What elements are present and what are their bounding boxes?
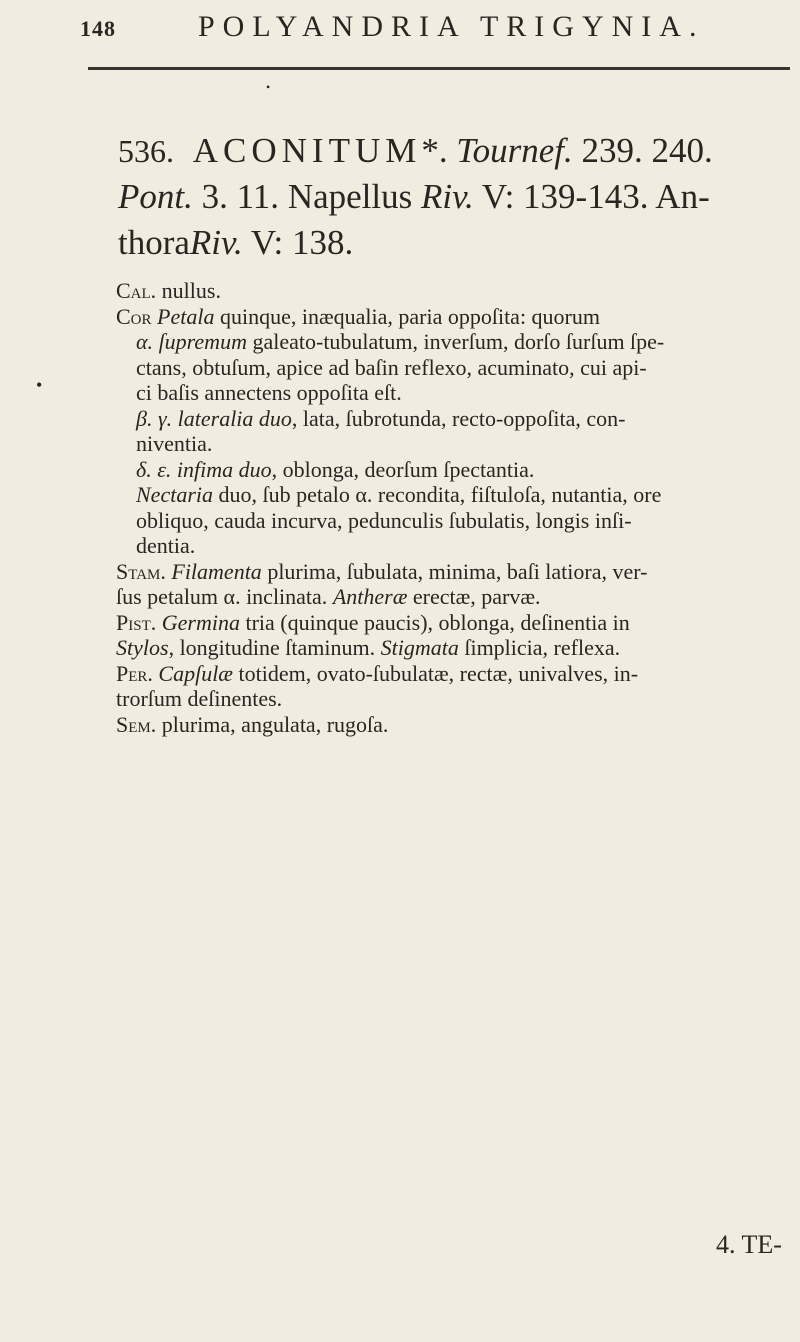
genus-mark: *. (421, 131, 448, 170)
ref-pontedera: Pont. (118, 177, 193, 216)
alpha-term: ſupremum (158, 329, 247, 354)
genus-name: ACONITUM (192, 131, 422, 170)
alpha-line3: ci baſis annectens oppoſita eſt. (136, 380, 402, 405)
ref-tournefort-pages: 239. 240. (581, 131, 713, 170)
ref-rivinus-2: Riv. (189, 223, 243, 262)
synonym-napellus: Napellus (287, 177, 413, 216)
margin-mark: • (36, 375, 43, 395)
corolla-text: quinque, inæqualia, paria oppoſita: quorum (219, 303, 600, 329)
genus-heading (118, 128, 798, 266)
beta-symbol: β. γ. (136, 405, 173, 431)
calyx-text: nullus. (161, 278, 221, 303)
catchword: 4. TE- (716, 1230, 782, 1259)
beta-term: lateralia duo (177, 405, 292, 431)
stamen-line2a: ſus petalum α. inclinata. (116, 584, 328, 609)
alpha-symbol: α. (136, 329, 154, 354)
nectary-text: duo, ſub petalo α. recondita, fiſtuloſa, nutantia, ore (218, 482, 662, 507)
pistil-label: Pist. (116, 609, 157, 635)
stamen-label: Stam. (116, 558, 166, 584)
pistil-text: tria (quinque paucis), oblonga, deſinentia in (245, 609, 630, 635)
stigma-term: Stigmata (380, 635, 459, 660)
seed-label: Sem. (116, 711, 157, 737)
pericarp-entry (116, 661, 796, 712)
corolla-entry (116, 304, 796, 330)
stamen-text: plurima, ſubulata, minima, baſi latiora, ver- (267, 558, 648, 584)
header-rule (88, 67, 790, 70)
running-head: POLYANDRIA TRIGYNIA. (198, 10, 705, 43)
alpha-text: galeato-tubulatum, inverſum, dorſo ſurſum ſpe- (252, 329, 665, 354)
beta-text: , lata, ſubrotunda, recto-oppoſita, con- (291, 405, 626, 431)
pericarp-label: Per. (116, 660, 153, 686)
seed-text: plurima, angulata, rugoſa. (161, 711, 389, 737)
delta-entry (116, 457, 796, 483)
beta-line2: niventia. (136, 431, 213, 456)
corolla-term: Petala (157, 303, 215, 329)
pericarp-term: Capſulæ (158, 660, 233, 686)
pistil-line2b: ſimplicia, reflexa. (464, 635, 621, 660)
pericarp-text: totidem, ovato-ſubulatæ, rectæ, univalves, in- (238, 660, 639, 686)
seed-entry (116, 712, 796, 738)
nectary-entry (116, 482, 796, 559)
synonym-anthora-prefix: An- (655, 177, 710, 216)
pistil-entry (116, 610, 796, 661)
ornament: • (266, 80, 271, 94)
character-block (116, 278, 796, 737)
corolla-label: Cor (116, 303, 152, 329)
page-number: 148 (80, 16, 116, 41)
ref-rivinus: Riv. (420, 177, 474, 216)
anther-term: Antheræ (332, 584, 408, 609)
ref-tournefort: Tournef. (456, 131, 573, 170)
stamen-entry (116, 559, 796, 610)
alpha-line2: ctans, obtuſum, apice ad baſin reflexo, acuminato, cui api- (136, 354, 647, 380)
nectary-term: Nectaria (136, 482, 213, 507)
delta-term: infima duo (176, 456, 272, 482)
alpha-entry (116, 329, 796, 406)
stamen-line2b: erectæ, parvæ. (412, 584, 541, 609)
pistil-line2a: , longitudine ſtaminum. (168, 635, 376, 660)
pericarp-line2: trorſum deſinentes. (116, 686, 283, 711)
delta-text: , oblonga, deorſum ſpectantia. (271, 456, 535, 482)
calyx-entry (116, 278, 796, 304)
genus-number: 536. (118, 133, 174, 169)
synonym-napellus-values: V: 139-143. (481, 177, 649, 216)
ref-pontedera-value: 3. 11. (201, 177, 280, 216)
style-term: Stylos (116, 635, 169, 660)
synonym-anthora-values: V: 138. (250, 223, 354, 262)
pistil-term: Germina (161, 609, 240, 635)
delta-symbol: δ. ε. (136, 456, 172, 482)
beta-entry (116, 406, 796, 457)
nectary-line2: obliquo, cauda incurva, pedunculis ſubulatis, longis inſi- (136, 507, 632, 533)
calyx-label: Cal. (116, 278, 157, 303)
stamen-term: Filamenta (171, 558, 262, 584)
synonym-anthora: thora (118, 223, 190, 262)
nectary-line3: dentia. (136, 533, 196, 558)
